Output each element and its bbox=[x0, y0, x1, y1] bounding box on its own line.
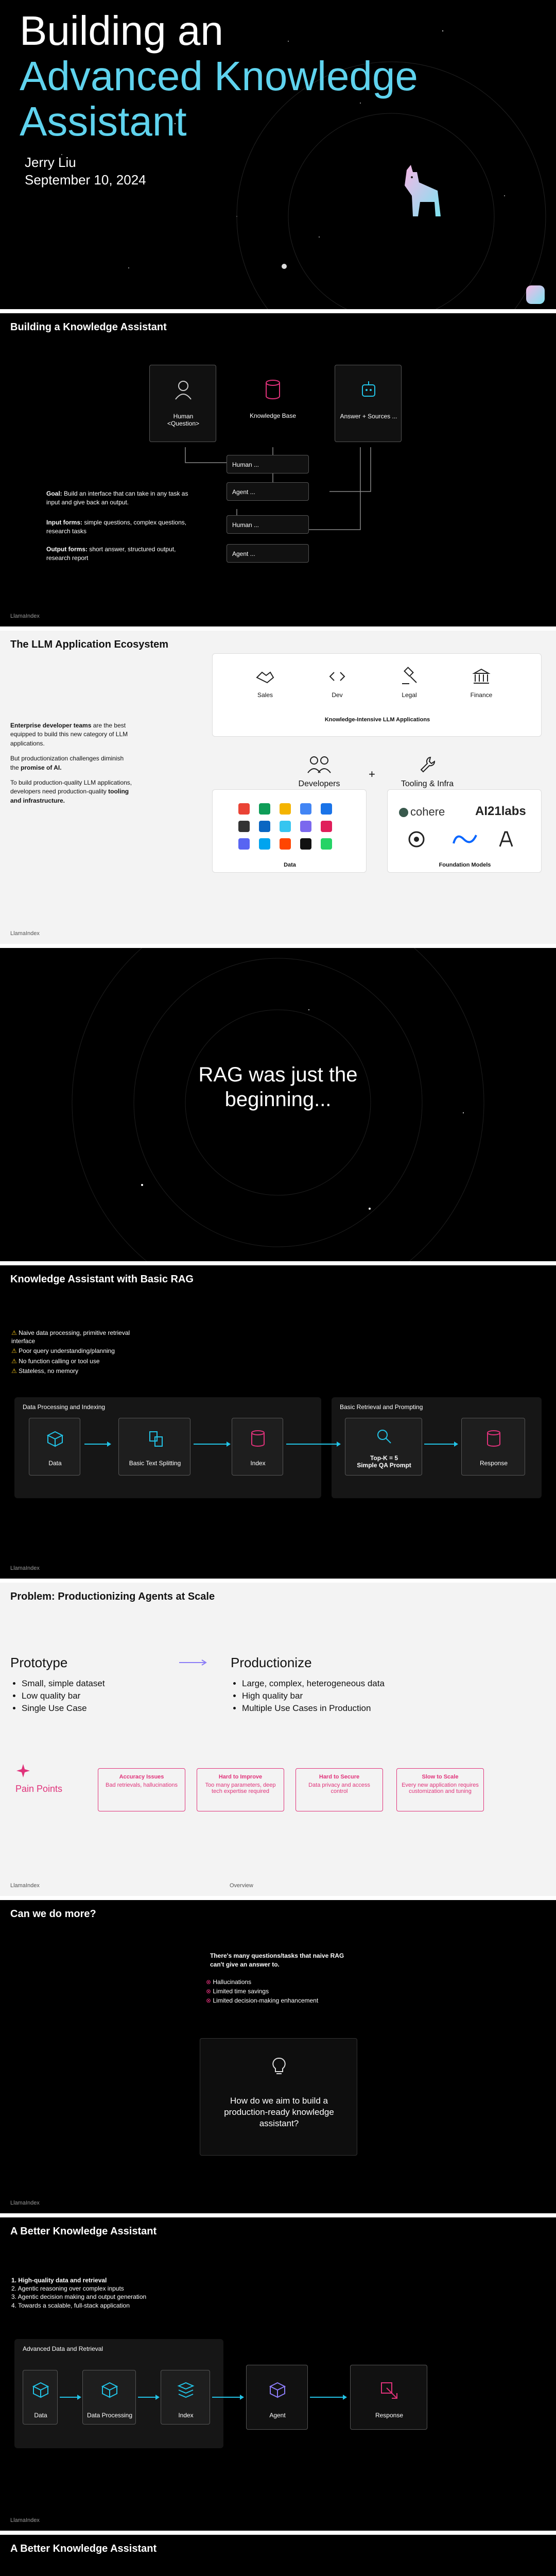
text-splitting-node bbox=[118, 1418, 190, 1476]
limitation-text: No function calling or tool use bbox=[19, 1357, 100, 1365]
human-question-label: Human <Question> bbox=[167, 413, 200, 427]
arrow-right-icon bbox=[178, 1659, 209, 1666]
output-forms-label: Output forms: bbox=[46, 546, 88, 553]
tooling-group bbox=[391, 754, 463, 789]
slide-better-assistant-1 bbox=[0, 2217, 556, 2531]
warning-icon: ⚠ bbox=[11, 1357, 19, 1365]
issue-item bbox=[206, 1988, 318, 1995]
ecosystem-description bbox=[10, 721, 134, 805]
agent-message-text: Agent ... bbox=[232, 550, 255, 557]
cube-stack-icon bbox=[46, 1430, 64, 1448]
slide-title: Building a Knowledge Assistant bbox=[10, 321, 167, 333]
plus-sign: + bbox=[369, 768, 375, 781]
limitation-text: Naive data processing, primitive retrieval interface bbox=[11, 1329, 130, 1345]
agent-message-box bbox=[227, 482, 309, 501]
limitation-item bbox=[11, 1347, 135, 1355]
goal-text bbox=[46, 489, 201, 507]
roadmap-list bbox=[11, 2276, 146, 2310]
answer-sources-card bbox=[335, 365, 402, 442]
slide-separator bbox=[0, 2531, 556, 2535]
handshake-icon bbox=[255, 666, 275, 687]
slide-separator bbox=[0, 626, 556, 631]
agent-message-box-2 bbox=[227, 544, 309, 563]
flow-arrow bbox=[194, 1444, 230, 1445]
slide-better-assistant-2 bbox=[0, 2535, 556, 2576]
x-icon: ⊗ bbox=[206, 1997, 213, 2004]
slide-separator bbox=[0, 309, 556, 313]
database-icon bbox=[265, 379, 281, 400]
slide-footer: LlamaIndex bbox=[10, 930, 40, 937]
tooling-label: Tooling & Infra bbox=[401, 779, 454, 788]
pain-card-body: Every new application requires customization and tuning bbox=[402, 1782, 479, 1794]
pain-card-accuracy bbox=[98, 1768, 185, 1811]
slide-title: Can we do more? bbox=[10, 1908, 96, 1920]
data-connector-logos-icon bbox=[233, 800, 346, 852]
prototype-list bbox=[22, 1677, 105, 1714]
data-node bbox=[23, 2370, 58, 2425]
index-node bbox=[161, 2370, 210, 2425]
app-label: Dev bbox=[332, 691, 343, 699]
node-label: Data bbox=[34, 2412, 47, 2419]
title-line-1: Building an bbox=[20, 8, 223, 54]
agent-message-text: Agent ... bbox=[232, 488, 255, 496]
output-forms-body: short answer, structured output, research report bbox=[46, 546, 176, 562]
openai-logo-icon bbox=[406, 829, 427, 850]
slide-title: Problem: Productionizing Agents at Scale bbox=[10, 1591, 215, 1602]
pain-card-title: Slow to Scale bbox=[422, 1774, 459, 1780]
app-label: Legal bbox=[402, 691, 417, 699]
limitation-item bbox=[11, 1367, 135, 1376]
limitation-item bbox=[11, 1358, 135, 1366]
input-forms-label: Input forms: bbox=[46, 519, 82, 526]
apps-caption: Knowledge-Intensive LLM Applications bbox=[324, 717, 430, 723]
flow-arrow bbox=[84, 1444, 110, 1445]
text-body: are the best equipped to build this new category of LLM applications. bbox=[10, 722, 128, 747]
slide-productionizing bbox=[0, 1583, 556, 1896]
ai21-logo: AI21labs bbox=[475, 804, 526, 818]
human-message-text: Human ... bbox=[232, 521, 259, 529]
text-bold: tooling and infrastructure. bbox=[10, 788, 129, 804]
node-label: Basic Text Splitting bbox=[129, 1460, 181, 1467]
panel-title: Basic Retrieval and Prompting bbox=[340, 1403, 423, 1411]
title-slide bbox=[0, 0, 556, 309]
data-sources-panel bbox=[212, 789, 367, 873]
title-line-3: Assistant bbox=[20, 98, 187, 144]
roadmap-item-active: 1. High-quality data and retrieval bbox=[11, 2277, 107, 2284]
rag-headline bbox=[0, 1062, 556, 1112]
app-finance bbox=[461, 666, 502, 699]
productionize-heading: Productionize bbox=[231, 1655, 312, 1670]
productionize-item: • High quality bar bbox=[242, 1690, 385, 1702]
flow-arrow bbox=[60, 2397, 80, 2398]
limitation-text: Poor query understanding/planning bbox=[19, 1347, 115, 1355]
issue-text: Limited decision-making enhancement bbox=[213, 1997, 319, 2004]
text-body: To build production-quality LLM applications, developers need production-quality bbox=[10, 778, 132, 795]
applications-panel bbox=[212, 653, 542, 737]
database-icon bbox=[250, 1430, 266, 1448]
prototype-item: • Single Use Case bbox=[22, 1702, 105, 1715]
pain-card-title: Accuracy Issues bbox=[119, 1774, 164, 1780]
slide-title: The LLM Application Ecosystem bbox=[10, 639, 169, 650]
text-body: But productionization challenges diminish the bbox=[10, 755, 124, 771]
llama-logo-icon bbox=[391, 165, 448, 227]
developers-label: Developers bbox=[298, 779, 340, 788]
brand-badge-icon bbox=[525, 284, 546, 305]
lightbulb-icon bbox=[270, 2056, 288, 2077]
limitations-list bbox=[11, 1329, 135, 1378]
slide-footer: LlamaIndex bbox=[10, 1565, 40, 1571]
answer-sources-label: Answer + Sources ... bbox=[340, 413, 397, 420]
processing-node bbox=[82, 2370, 136, 2425]
pain-card-body: Too many parameters, deep tech expertise required bbox=[205, 1782, 276, 1794]
prototype-heading: Prototype bbox=[10, 1655, 68, 1670]
app-dev bbox=[317, 666, 358, 699]
pain-card-body: Data privacy and access control bbox=[308, 1782, 370, 1794]
roadmap-item: 4. Towards a scalable, full-stack application bbox=[11, 2301, 130, 2309]
data-node bbox=[29, 1418, 80, 1476]
pain-card-body: Bad retrievals, hallucinations bbox=[105, 1782, 178, 1788]
panel-title: Advanced Data and Retrieval bbox=[23, 2345, 103, 2352]
slide-separator bbox=[0, 1896, 556, 1900]
limitation-item bbox=[11, 1329, 135, 1345]
slide-can-we-do-more bbox=[0, 1900, 556, 2213]
human-message-text: Human ... bbox=[232, 461, 259, 468]
database-icon bbox=[485, 1430, 502, 1448]
issues-list bbox=[206, 1978, 318, 2006]
cube-stack-icon bbox=[100, 2381, 119, 2399]
headline-line-2: beginning... bbox=[224, 1088, 332, 1111]
flow-arrow bbox=[138, 2397, 159, 2398]
data-caption: Data bbox=[284, 862, 296, 868]
presentation-date: September 10, 2024 bbox=[25, 172, 146, 188]
roadmap-item: 3. Agentic decision making and output generation bbox=[11, 2293, 147, 2301]
goal-label: Goal: bbox=[46, 490, 62, 497]
flow-arrow bbox=[310, 2397, 346, 2398]
slide-separator bbox=[0, 1261, 556, 1265]
slide-separator bbox=[0, 2213, 556, 2217]
issue-item bbox=[206, 1978, 318, 1986]
response-node bbox=[461, 1418, 525, 1476]
response-icon bbox=[379, 2381, 399, 2399]
slide-footer-section: Overview bbox=[230, 1883, 253, 1889]
node-label: Top-K = 5 Simple QA Prompt bbox=[357, 1454, 411, 1469]
slide-llm-ecosystem bbox=[0, 631, 556, 944]
flow-arrow bbox=[286, 1444, 340, 1445]
app-label: Sales bbox=[257, 691, 273, 699]
slide-title: A Better Knowledge Assistant bbox=[10, 2226, 157, 2237]
prototype-item: • Low quality bar bbox=[22, 1690, 105, 1702]
slide-title: A Better Knowledge Assistant bbox=[10, 2543, 157, 2554]
prototype-item: • Small, simple dataset bbox=[22, 1677, 105, 1690]
cube-stack-icon bbox=[31, 2381, 50, 2399]
productionize-item: • Large, complex, heterogeneous data bbox=[242, 1677, 385, 1690]
pain-card-secure bbox=[296, 1768, 383, 1811]
human-message-box bbox=[227, 455, 309, 473]
input-forms-text bbox=[46, 518, 201, 536]
pain-card-improve bbox=[197, 1768, 284, 1811]
flow-arrow bbox=[212, 2397, 243, 2398]
slide-rag-beginning bbox=[0, 948, 556, 1261]
app-sales bbox=[245, 666, 286, 699]
productionize-item: • Multiple Use Cases in Production bbox=[242, 1702, 385, 1715]
slide-separator bbox=[0, 944, 556, 948]
headline-line-1: RAG was just the bbox=[198, 1063, 358, 1086]
knowledge-base-label: Knowledge Base bbox=[249, 412, 297, 419]
human-question-card bbox=[149, 365, 216, 442]
agent-node bbox=[246, 2365, 308, 2430]
tool-connectors bbox=[0, 2535, 556, 2576]
foundation-models-panel bbox=[387, 789, 542, 873]
cohere-logo bbox=[399, 805, 445, 819]
wrench-icon bbox=[417, 754, 438, 775]
slide-footer: LlamaIndex bbox=[10, 1883, 40, 1889]
panel-title: Data Processing and Indexing bbox=[23, 1403, 106, 1411]
slide-knowledge-assistant bbox=[0, 313, 556, 626]
goal-body: Build an interface that can take in any task as input and give back an output. bbox=[46, 490, 188, 506]
text-bold: promise of AI. bbox=[21, 764, 62, 771]
slide-footer: LlamaIndex bbox=[10, 2517, 40, 2523]
question-text: How do we aim to build a production-ready knowledge assistant? bbox=[224, 2096, 334, 2129]
pain-points-label: Pain Points bbox=[15, 1784, 63, 1794]
response-node bbox=[350, 2365, 427, 2430]
title-line-2: Advanced Knowledge bbox=[20, 53, 418, 99]
index-node bbox=[232, 1418, 283, 1476]
models-caption: Foundation Models bbox=[439, 862, 491, 868]
anthropic-logo-icon bbox=[496, 829, 516, 850]
warning-icon: ⚠ bbox=[11, 1329, 19, 1336]
question-card bbox=[200, 2038, 357, 2156]
slide-title: Knowledge Assistant with Basic RAG bbox=[10, 1274, 194, 1285]
pain-card-title: Hard to Improve bbox=[218, 1774, 263, 1780]
split-documents-icon bbox=[147, 1430, 165, 1448]
user-icon bbox=[174, 380, 193, 400]
code-icon bbox=[327, 666, 348, 687]
roadmap-item: 2. Agentic reasoning over complex inputs bbox=[11, 2285, 124, 2293]
node-label: Data bbox=[48, 1460, 62, 1467]
layers-icon bbox=[177, 2381, 195, 2399]
node-label: Response bbox=[479, 1460, 508, 1467]
node-label: Index bbox=[250, 1460, 266, 1467]
app-label: Finance bbox=[470, 691, 493, 699]
author-name: Jerry Liu bbox=[25, 155, 76, 170]
bank-icon bbox=[471, 666, 492, 687]
app-legal bbox=[389, 666, 430, 699]
x-icon: ⊗ bbox=[206, 1978, 213, 1986]
robot-icon bbox=[359, 380, 378, 400]
slide-basic-rag bbox=[0, 1265, 556, 1579]
gavel-icon bbox=[399, 666, 420, 687]
issue-text: Hallucinations bbox=[213, 1978, 252, 1986]
limitation-text: Stateless, no memory bbox=[19, 1367, 79, 1375]
issue-text: Limited time savings bbox=[213, 1988, 269, 1995]
llama-small-icon bbox=[281, 263, 288, 270]
node-label: Index bbox=[178, 2412, 194, 2419]
slide-footer: LlamaIndex bbox=[10, 613, 40, 619]
developers-group bbox=[288, 754, 350, 789]
developers-icon bbox=[304, 754, 335, 775]
input-forms-body: simple questions, complex questions, research tasks bbox=[46, 519, 187, 535]
pain-card-title: Hard to Secure bbox=[319, 1774, 360, 1780]
model-name: cohere bbox=[410, 805, 445, 818]
pain-point-icon bbox=[15, 1763, 31, 1778]
node-label: Response bbox=[375, 2412, 404, 2419]
pain-card-scale bbox=[396, 1768, 484, 1811]
topk-prompt-node bbox=[345, 1418, 422, 1476]
agent-cube-icon bbox=[268, 2381, 287, 2399]
cohere-mark-icon bbox=[399, 808, 408, 817]
slide-separator bbox=[0, 1579, 556, 1583]
output-forms-text bbox=[46, 545, 201, 563]
issue-item bbox=[206, 1997, 318, 2004]
warning-icon: ⚠ bbox=[11, 1367, 19, 1375]
node-label: Agent bbox=[269, 2412, 286, 2419]
flow-arrow bbox=[424, 1444, 457, 1445]
intro-text: There's many questions/tasks that naive RAG can't give an answer to. bbox=[210, 1952, 344, 1968]
node-label: Data Processing bbox=[86, 2412, 133, 2419]
search-icon bbox=[375, 1428, 393, 1445]
warning-icon: ⚠ bbox=[11, 1347, 19, 1355]
human-message-box-2 bbox=[227, 515, 309, 534]
productionize-list bbox=[242, 1677, 385, 1714]
knowledge-base-card bbox=[247, 365, 299, 442]
slide-footer: LlamaIndex bbox=[10, 2200, 40, 2206]
meta-logo-icon bbox=[449, 829, 480, 850]
x-icon: ⊗ bbox=[206, 1988, 213, 1995]
text-bold: Enterprise developer teams bbox=[10, 722, 92, 729]
